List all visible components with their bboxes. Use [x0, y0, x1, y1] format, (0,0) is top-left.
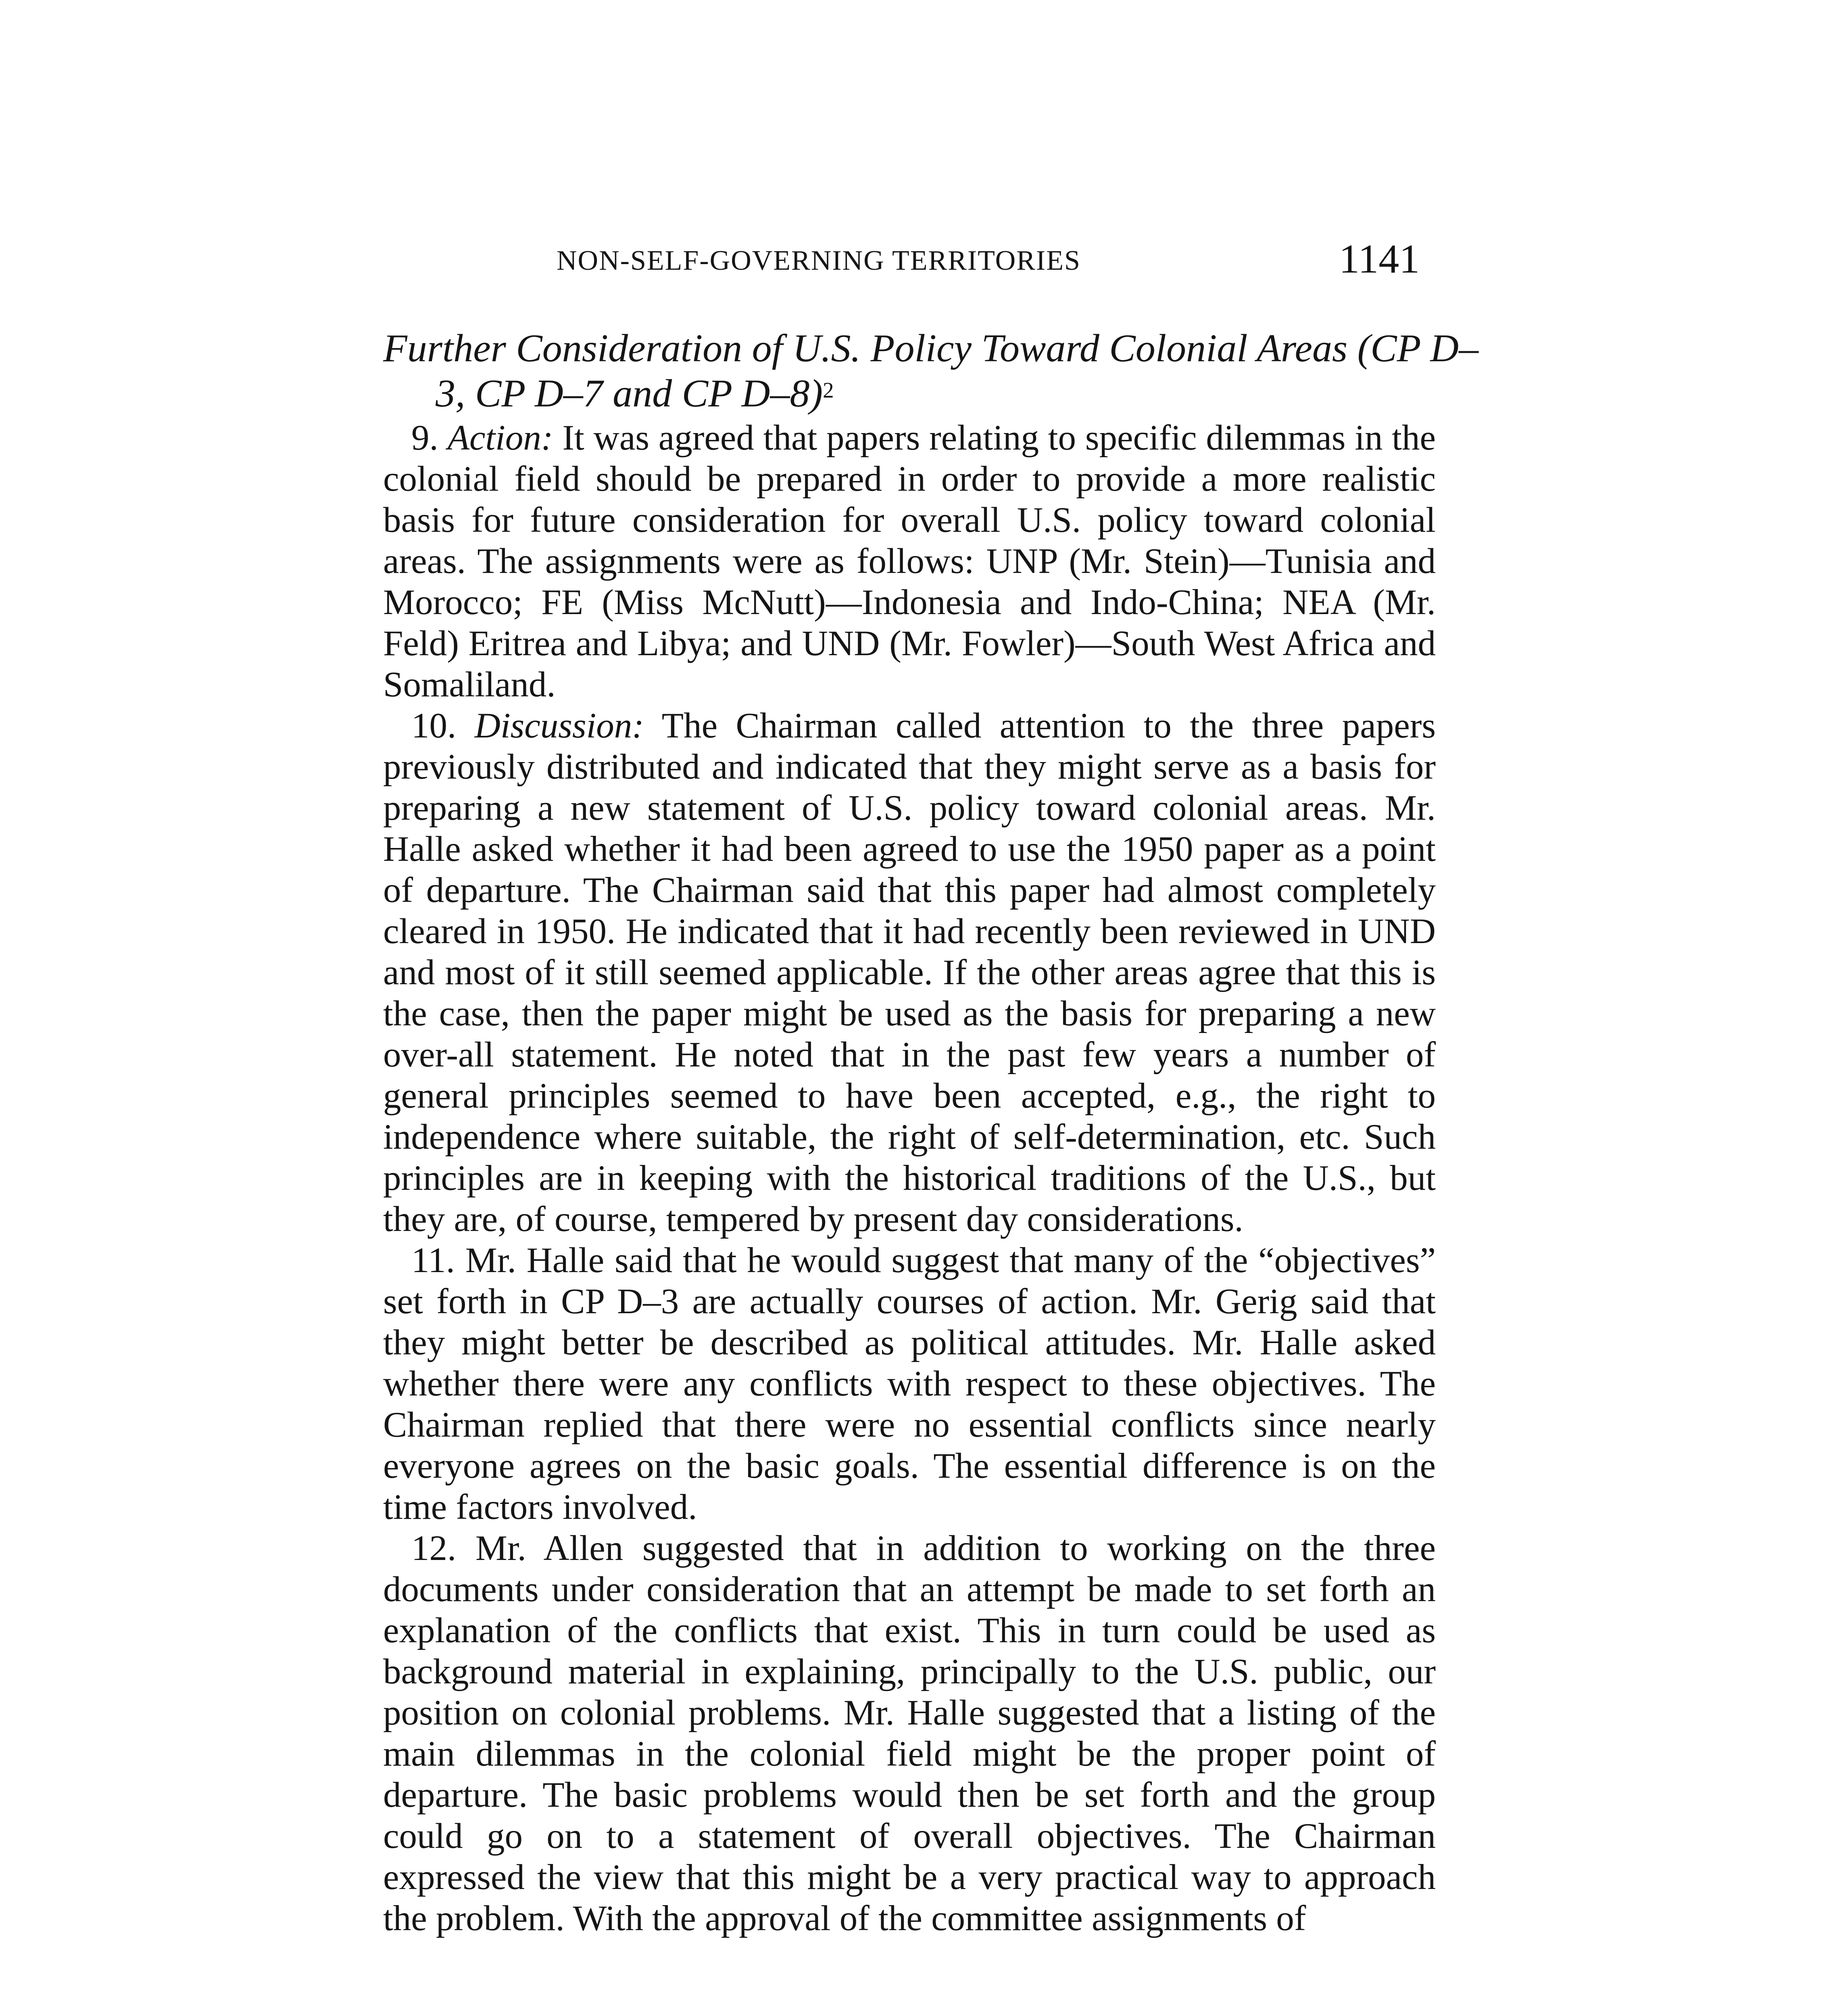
footnote-reference[interactable]: 2	[823, 378, 834, 402]
section-heading	[383, 326, 1488, 416]
paragraph-12	[383, 1528, 1436, 1939]
paragraph-11	[383, 1240, 1436, 1528]
paragraph-label: Discussion:	[474, 706, 644, 746]
paragraph-number: 9.	[411, 418, 438, 458]
page-number: 1141	[1339, 236, 1420, 282]
section-heading-text: Further Consideration of U.S. Policy Toward Colonial Areas (CP D–3, CP D–7 and CP D–8)	[383, 327, 1479, 415]
paragraph-number: 12.	[411, 1529, 457, 1568]
paragraph-number: 10.	[411, 706, 457, 746]
paragraph-text: It was agreed that papers relating to specific dilemmas in the colonial field should be prepared in order to provide a more realistic basis for future consideration for overall U.S. policy toward colonial areas. The assignments were as follows: UNP (Mr. Stein)—Tunisia and Morocco; FE (Miss McNutt)—Indonesia and Indo-China; NEA (Mr. Feld) Eritrea and Libya; and UND (Mr. Fowler)—South West Africa and Somaliland.	[383, 418, 1436, 704]
paragraph-9	[383, 417, 1436, 705]
paragraph-label: Action:	[447, 418, 553, 458]
running-title: NON-SELF-GOVERNING TERRITORIES	[557, 245, 1081, 276]
paragraph-number: 11.	[411, 1241, 455, 1280]
paragraph-text: Mr. Allen suggested that in addition to working on the three documents under consideration that an attempt be made to set forth an explanation of the conflicts that exist. This in turn could be used as background material in explaining, principally to the U.S. public, our position on colonial problems. Mr. Halle suggested that a listing of the main dilemmas in the colonial field might be the proper point of departure. The basic problems would then be set forth and the group could go on to a statement of overall objectives. The Chairman expressed the view that this might be a very practical way to approach the problem. With the approval of the committee assignments of	[383, 1529, 1436, 1938]
paragraph-text: The Chairman called attention to the three papers previously distributed and indicated that they might serve as a basis for preparing a new statement of U.S. policy toward colonial areas. Mr. Halle asked whether it had been agreed to use the 1950 paper as a point of departure. The Chairman said that this paper had almost completely cleared in 1950. He indicated that it had recently been reviewed in UND and most of it still seemed applicable. If the other areas agree that this is the case, then the paper might be used as the basis for preparing a new over-all statement. He noted that in the past few years a number of general principles seemed to have been accepted, e.g., the right to independence where suitable, the right of self-determination, etc. Such principles are in keeping with the historical traditions of the U.S., but they are, of course, tempered by present day considerations.	[383, 706, 1436, 1239]
paragraph-10	[383, 705, 1436, 1240]
paragraph-text: Mr. Halle said that he would suggest that many of the “objectives” set forth in CP D–3 are actually courses of action. Mr. Gerig said that they might better be described as political attitudes. Mr. Halle asked whether there were any conflicts with respect to these objectives. The Chairman replied that there were no essential conflicts since nearly everyone agrees on the basic goals. The essential difference is on the time factors involved.	[383, 1241, 1436, 1527]
body-text	[383, 417, 1436, 1939]
